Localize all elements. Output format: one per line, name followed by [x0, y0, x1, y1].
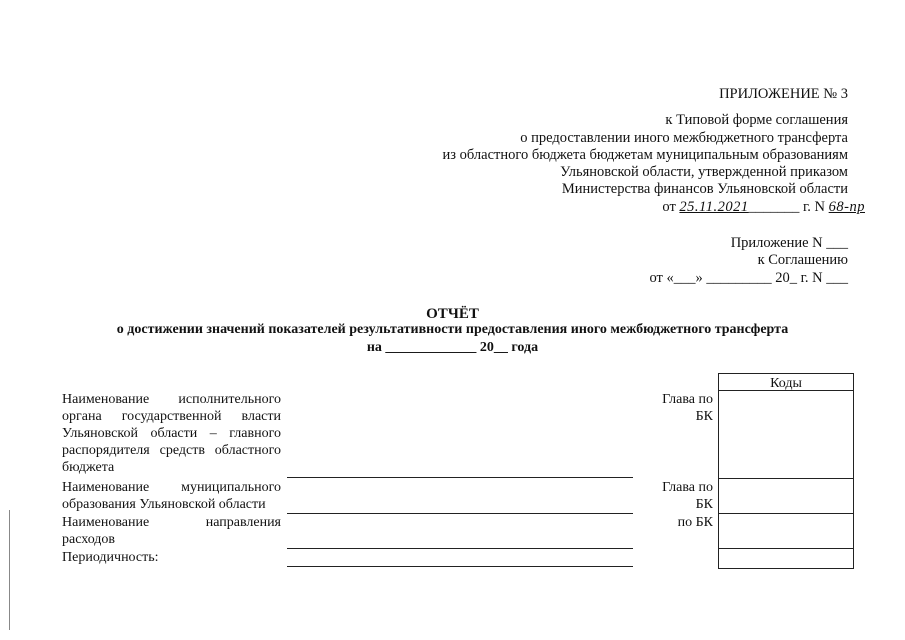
codes-header: Коды: [770, 376, 802, 391]
code-label-2: БК: [695, 409, 713, 424]
order-number-handwritten: 68-пр: [828, 199, 865, 215]
scan-edge-artifact: [9, 510, 10, 630]
report-subtitle: о достижении значений показателей результативности предоставления иного межбюджетного трансферта: [116, 322, 789, 337]
executive-body-underline: [287, 477, 633, 478]
order-mid: г. N: [802, 199, 826, 215]
header-line-3: из областного бюджета бюджетам муниципальным образованиям: [442, 147, 848, 163]
direction-underline: [287, 548, 633, 549]
report-title: ОТЧЁТ: [426, 306, 479, 322]
header-line-2: о предоставлении иного межбюджетного трансферта: [520, 130, 848, 146]
order-date-handwritten: 25.11.2021: [679, 199, 749, 215]
header-line-1: к Типовой форме соглашения: [665, 112, 848, 128]
order-prefix: от: [662, 199, 676, 215]
code-label-5: по БК: [677, 515, 713, 530]
municipality-underline: [287, 513, 633, 514]
codes-row-divider-1: [718, 478, 854, 479]
header-line-4: Ульяновской области, утвержденной приказом: [560, 164, 848, 180]
codes-row-divider-2: [718, 513, 854, 514]
field-municipality: Наименование муниципального образования Ульяновской области: [62, 480, 281, 512]
field-executive-body: Наименование исполнительного органа государственной власти Ульяновской области – главного распорядителя средств областного бюджета: [62, 392, 281, 475]
codes-row-divider-3: [718, 548, 854, 549]
field-direction: Наименование направления расходов: [62, 515, 281, 547]
report-date-line: на _____________ 20__ года: [366, 340, 539, 355]
agreement-date: от «___» _________ 20_ г. N ___: [649, 270, 848, 286]
code-label-3: Глава по: [662, 480, 713, 495]
appendix-title: ПРИЛОЖЕНИЕ № 3: [719, 86, 848, 102]
codes-table: [718, 373, 854, 569]
agreement-to: к Соглашению: [757, 252, 848, 268]
header-line-5: Министерства финансов Ульяновской области: [561, 181, 848, 197]
code-label-4: БК: [695, 497, 713, 512]
agreement-appendix: Приложение N ___: [730, 235, 848, 251]
codes-header-divider: [718, 390, 854, 391]
order-line: от 25.11.2021_______ г. N 68-пр: [662, 199, 865, 215]
field-periodicity: Периодичность:: [62, 550, 159, 565]
code-label-1: Глава по: [662, 392, 713, 407]
periodicity-underline: [287, 566, 633, 567]
